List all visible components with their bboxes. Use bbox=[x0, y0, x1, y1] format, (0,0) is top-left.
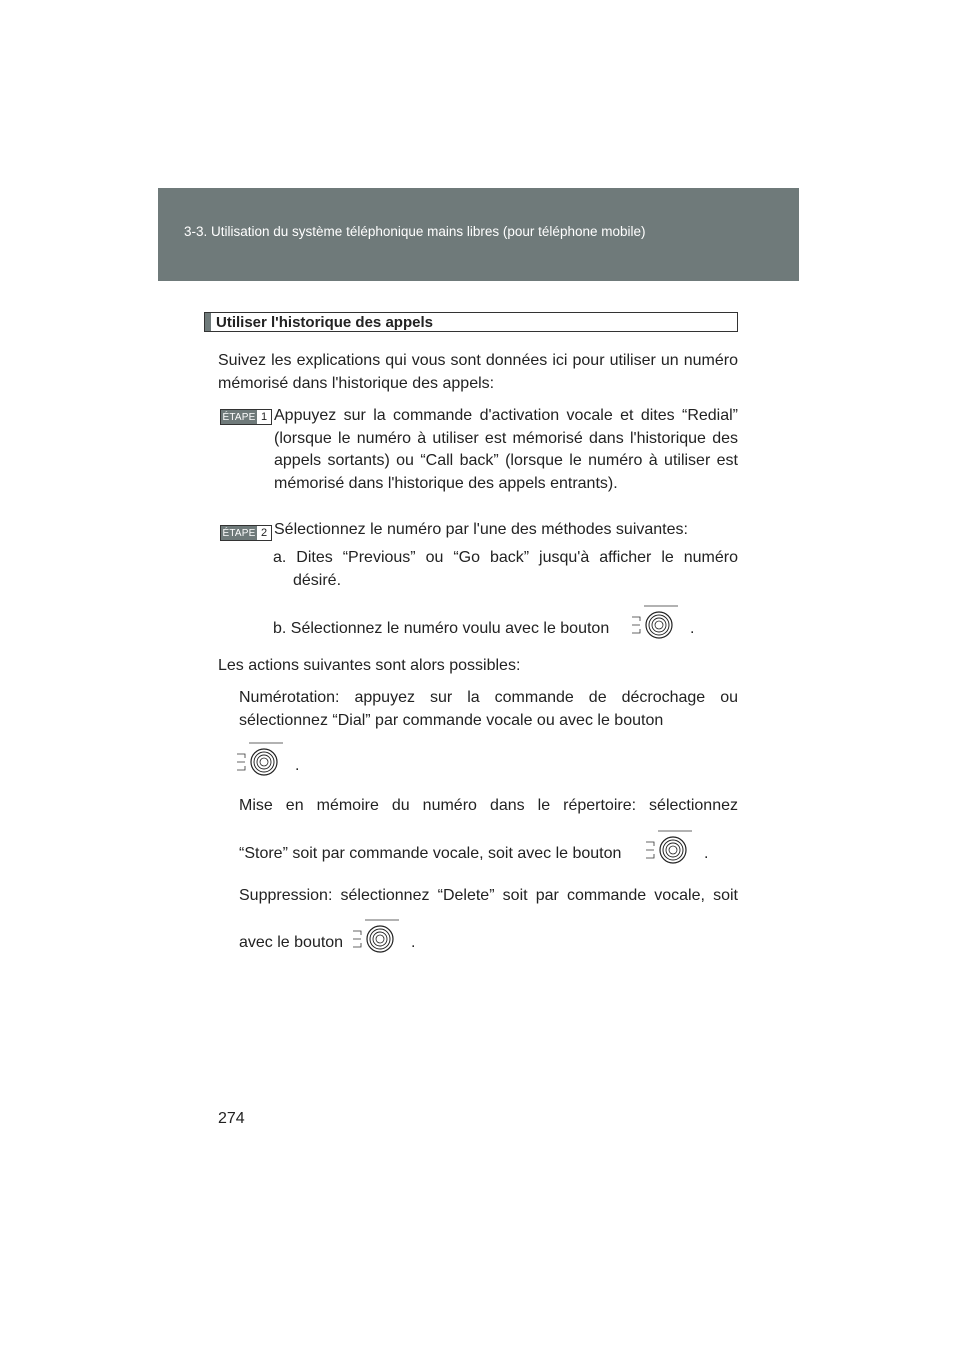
section-heading-text: Utiliser l'historique des appels bbox=[216, 314, 433, 331]
action-dial: Numérotation: appuyez sur la commande de décrochage ou sélectionnez “Dial” par commande vocale ou avec le bouton bbox=[239, 689, 738, 729]
step-1-badge bbox=[220, 409, 272, 425]
tune-file-knob-icon bbox=[235, 740, 285, 782]
page-number: 274 bbox=[218, 1110, 245, 1127]
action-store-line-1: Mise en mémoire du numéro dans le répertoire: sélectionnez bbox=[239, 797, 738, 814]
step-2-text: Sélectionnez le numéro par l'une des méthodes suivantes: bbox=[274, 521, 688, 538]
period: . bbox=[411, 934, 416, 951]
action-delete-line-1: Suppression: sélectionnez “Delete” soit par commande vocale, soit bbox=[239, 887, 738, 904]
intro-paragraph: Suivez les explications qui vous sont données ici pour utiliser un numéro mémorisé dans l'historique des appels: bbox=[218, 352, 738, 392]
action-store-line-2: “Store” soit par commande vocale, soit avec le bouton bbox=[239, 845, 622, 862]
actions-intro: Les actions suivantes sont alors possibles: bbox=[218, 657, 521, 674]
step-2-badge bbox=[220, 525, 272, 541]
section-heading bbox=[204, 312, 738, 332]
sub-option-a: a. Dites “Previous” ou “Go back” jusqu'à afficher le numéro désiré. bbox=[273, 549, 738, 589]
step-1-label: ÉTAPE bbox=[222, 411, 256, 423]
period: . bbox=[704, 845, 709, 862]
tune-file-knob-icon bbox=[630, 603, 680, 645]
step-1-text: Appuyez sur la commande d'activation vocale et dites “Redial” (lorsque le numéro à utiliser est mémorisé dans l'historique des appels sortants) ou “Call back” (lorsque le numéro à utiliser est mémorisé dans l'historique des appels entrants). bbox=[274, 407, 738, 492]
action-delete-line-2: avec le bouton bbox=[239, 934, 344, 951]
sub-option-b: b. Sélectionnez le numéro voulu avec le bouton bbox=[273, 620, 610, 637]
step-2-label: ÉTAPE bbox=[222, 527, 256, 539]
period: . bbox=[690, 620, 695, 637]
tune-file-knob-icon bbox=[644, 828, 694, 870]
chapter-header bbox=[158, 188, 799, 281]
section-heading-bar bbox=[205, 313, 211, 331]
step-2-number: 2 bbox=[260, 527, 268, 539]
chapter-title: 3-3. Utilisation du système téléphonique mains libres (pour téléphone mobile) bbox=[184, 224, 646, 239]
tune-file-knob-icon bbox=[351, 917, 401, 959]
period: . bbox=[295, 757, 300, 774]
step-1-number: 1 bbox=[260, 411, 268, 423]
